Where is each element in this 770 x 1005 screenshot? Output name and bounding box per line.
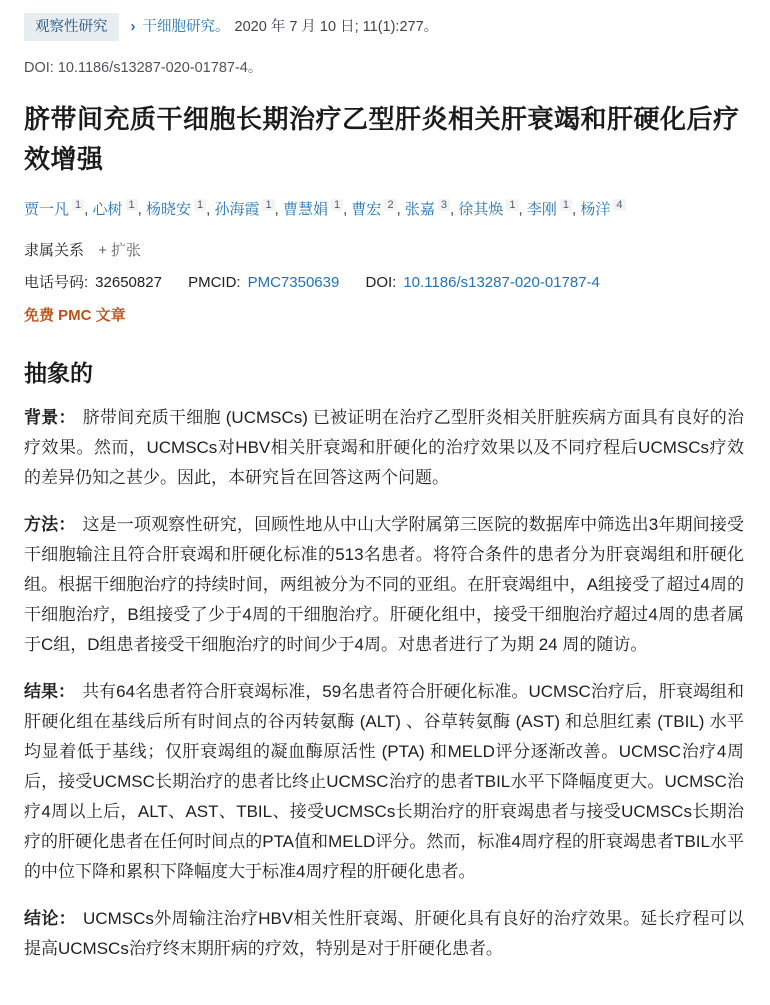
- background-text: 脐带间充质干细胞 (UCMSCs) 已被证明在治疗乙型肝炎相关肝脏疾病方面具有良好的治疗效果。然而，UCMSCs对HBV相关肝衰竭和肝硬化的治疗效果以及不同疗程后UCMSCs疗效的差异仍知之甚少。因此，本研究旨在回答这两个问题。: [24, 408, 744, 487]
- author-link[interactable]: 张嘉: [404, 201, 435, 218]
- author-affiliation-sup[interactable]: 1: [506, 199, 518, 211]
- conclusions-text: UCMSCs外周输注治疗HBV相关性肝衰竭、肝硬化具有良好的治疗效果。延长疗程可以提高UCMSCs治疗终末期肝病的疗效，特别是对于肝硬化患者。: [24, 909, 745, 958]
- author-affiliation-sup[interactable]: 2: [384, 199, 396, 211]
- background-label: 背景：: [24, 408, 76, 427]
- author-item: [146, 201, 214, 218]
- author-link[interactable]: 徐其焕: [458, 201, 504, 218]
- abstract-heading: 抽象的: [24, 360, 93, 387]
- article-title: 脐带间充质干细胞长期治疗乙型肝炎相关肝衰竭和肝硬化后疗效增强: [24, 105, 740, 175]
- author-item: [351, 201, 404, 218]
- author-item: [283, 201, 351, 218]
- author-separator: ,: [450, 201, 459, 218]
- author-separator: ,: [137, 201, 146, 218]
- pmcid-link[interactable]: PMC7350639: [247, 274, 340, 291]
- author-affiliation-sup[interactable]: 1: [194, 199, 206, 211]
- conclusions-label: 结论：: [24, 909, 77, 928]
- pmcid-label: PMCID:: [188, 274, 241, 291]
- author-item: [405, 201, 458, 218]
- author-item: [92, 201, 145, 218]
- expand-label: 扩张: [110, 242, 141, 259]
- author-separator: ,: [274, 201, 283, 218]
- abstract-background-paragraph: [24, 403, 744, 493]
- author-link[interactable]: 贾一凡: [24, 201, 70, 218]
- author-link[interactable]: 孙海霞: [214, 201, 260, 218]
- author-separator: ,: [572, 201, 581, 218]
- author-separator: ,: [396, 201, 405, 218]
- author-item: [580, 201, 625, 218]
- pmid-label: 电话号码:: [24, 274, 89, 291]
- expand-affiliations-button[interactable]: [98, 239, 141, 260]
- pmid-pair: [24, 274, 162, 291]
- author-affiliation-sup[interactable]: 3: [438, 199, 450, 211]
- author-item: [214, 201, 282, 218]
- pmcid-pair: [188, 274, 339, 291]
- authors-list: [24, 192, 744, 223]
- pmid-value: 32650827: [95, 274, 162, 291]
- author-affiliation-sup[interactable]: 1: [126, 199, 138, 211]
- author-affiliation-sup[interactable]: 1: [560, 199, 572, 211]
- results-text: 共有64名患者符合肝衰竭标准，59名患者符合肝硬化标准。UCMSC治疗后，肝衰竭组和肝硬化组在基线后所有时间点的谷丙转氨酶 (ALT) 、谷草转氨酶 (AST) 和总胆红素 (TBIL) 水平均显着低于基线；仅肝衰竭组的凝血酶原活性 (PTA) 和MELD评分逐渐改善。UCMSC治疗4周后，接受UCMSC长期治疗的患者比终止UCMSC治疗的患者TBIL水平下降幅度更大。UCMSC治疗4周以上后，ALT、AST、TBIL、接受UCMSCs长期治疗的肝衰竭患者与接受UCMSCs长期治疗的肝硬化患者在任何时间点的PTA值和MELD评分。然而，标准4周疗程的肝衰竭患者TBIL水平的中位下降和累积下降幅度大于标准4周疗程的肝硬化患者。: [24, 682, 745, 881]
- doi-link[interactable]: 10.1186/s13287-020-01787-4: [403, 274, 600, 291]
- author-link[interactable]: 李刚: [526, 201, 557, 218]
- methods-label: 方法：: [24, 515, 76, 534]
- author-item: [24, 201, 92, 218]
- breadcrumb: [24, 13, 744, 41]
- author-separator: ,: [84, 201, 93, 218]
- author-affiliation-sup[interactable]: 4: [613, 199, 625, 211]
- author-affiliation-sup[interactable]: 1: [262, 199, 274, 211]
- identifiers-row: [24, 271, 744, 292]
- journal-link[interactable]: 干细胞研究。: [142, 19, 230, 35]
- plus-icon: +: [98, 242, 107, 259]
- abstract-conclusions-paragraph: [24, 904, 744, 964]
- affiliations-row: [24, 239, 744, 260]
- author-separator: ,: [206, 201, 215, 218]
- author-separator: ,: [343, 201, 352, 218]
- author-link[interactable]: 曹宏: [351, 201, 382, 218]
- author-link[interactable]: 心树: [92, 201, 123, 218]
- publication-type-badge: 观察性研究: [24, 13, 119, 41]
- author-separator: ,: [518, 201, 527, 218]
- author-affiliation-sup[interactable]: 1: [331, 199, 343, 211]
- affiliations-label: 隶属关系: [24, 242, 85, 259]
- results-label: 结果：: [24, 682, 76, 701]
- author-affiliation-sup[interactable]: 1: [72, 199, 84, 211]
- author-link[interactable]: 杨晓安: [145, 201, 191, 218]
- chevron-right-icon: ›: [130, 18, 136, 35]
- author-item: [527, 201, 580, 218]
- citation-text: 2020 年 7 月 10 日; 11(1):277。: [234, 19, 439, 35]
- author-item: [458, 201, 526, 218]
- doi-line: DOI: 10.1186/s13287-020-01787-4。: [24, 60, 263, 76]
- author-link[interactable]: 曹慧娟: [282, 201, 328, 218]
- abstract-methods-paragraph: [24, 510, 744, 660]
- abstract-results-paragraph: [24, 677, 744, 887]
- doi-pair: [366, 274, 600, 291]
- free-pmc-article-link[interactable]: 免费 PMC 文章: [24, 307, 126, 324]
- doi-label: DOI:: [365, 274, 397, 291]
- methods-text: 这是一项观察性研究，回顾性地从中山大学附属第三医院的数据库中筛选出3年期间接受干细胞输注且符合肝衰竭和肝硬化标准的513名患者。将符合条件的患者分为肝衰竭组和肝硬化组。根据干细胞治疗的持续时间，两组被分为不同的亚组。在肝衰竭组中，A组接受了超过4周的干细胞治疗，B组接受了少于4周的干细胞治疗。肝硬化组中，接受干细胞治疗超过4周的患者属于C组，D组患者接受干细胞治疗的时间少于4周。对患者进行了为期 24 周的随访。: [24, 515, 745, 654]
- author-link[interactable]: 杨洋: [580, 201, 611, 218]
- free-pmc-row: [24, 304, 744, 325]
